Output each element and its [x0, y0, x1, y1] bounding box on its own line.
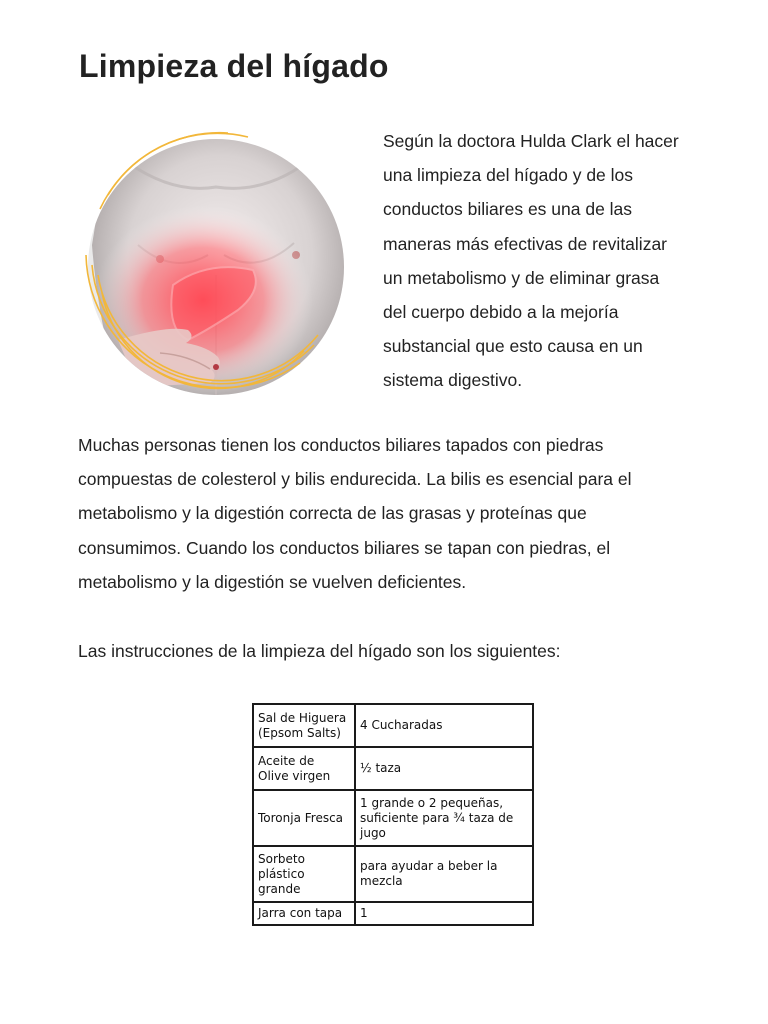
amount-cell	[355, 747, 533, 790]
ingredient-line: Jarra con tapa	[258, 906, 343, 920]
table-row	[253, 790, 533, 846]
intro-line: maneras más efectivas de revitalizar	[383, 233, 667, 254]
instructions-heading: Las instrucciones de la limpieza del hígado son los siguientes:	[78, 641, 561, 661]
amount-cell	[355, 790, 533, 846]
ingredients-table	[252, 703, 534, 926]
amount-cell	[355, 902, 533, 925]
paragraph-line: metabolismo y la digestión se vuelven deficientes.	[78, 571, 467, 592]
paragraph-line: consumimos. Cuando los conductos biliares se tapan con piedras, el	[78, 537, 611, 558]
intro-line: un metabolismo y de eliminar grasa	[383, 267, 660, 288]
ingredient-line: Aceite de	[258, 753, 315, 768]
intro-line: substancial que esto causa en un	[383, 336, 643, 357]
paragraph-line: Muchas personas tienen los conductos biliares tapados con piedras	[78, 435, 604, 455]
ingredient-line: Olive virgen	[258, 768, 331, 783]
ingredient-cell	[253, 846, 355, 902]
ingredient-cell	[253, 704, 355, 747]
amount-line: 4 Cucharadas	[360, 718, 443, 732]
intro-line: sistema digestivo.	[383, 370, 523, 391]
intro-line: conductos biliares es una de las	[383, 199, 633, 220]
body-paragraph	[78, 428, 708, 599]
ingredient-cell	[253, 747, 355, 790]
amount-line: 1	[360, 906, 368, 920]
amount-line: suficiente para ¾ taza de	[360, 810, 514, 825]
amount-line: jugo	[360, 825, 386, 840]
ingredient-line: Toronja Fresca	[258, 810, 344, 825]
amount-line: mezcla	[360, 874, 403, 888]
amount-line: 1 grande o 2 pequeñas,	[360, 795, 504, 810]
table-row	[253, 704, 533, 747]
intro-line: Según la doctora Hulda Clark el hacer	[383, 131, 679, 151]
page-title: Limpieza del hígado	[79, 48, 389, 84]
amount-cell	[355, 846, 533, 902]
table-row	[253, 747, 533, 790]
amount-cell	[355, 704, 533, 747]
ingredient-line: (Epsom Salts)	[258, 725, 341, 740]
paragraph-line: metabolismo y la digestión correcta de las grasas y proteínas que	[78, 503, 587, 524]
intro-line: una limpieza del hígado y de los	[383, 165, 634, 186]
ingredient-line: Sorbeto	[258, 851, 305, 866]
ingredient-line: plástico	[258, 866, 305, 881]
ingredient-line: Sal de Higuera	[258, 710, 347, 725]
intro-text	[383, 124, 723, 398]
ingredient-cell	[253, 790, 355, 846]
table-row	[253, 846, 533, 902]
ingredient-cell	[253, 902, 355, 925]
ingredient-line: grande	[258, 881, 301, 896]
table-row	[253, 902, 533, 925]
torso-liver-illustration	[78, 125, 362, 409]
intro-line: del cuerpo debido a la mejoría	[383, 302, 619, 323]
amount-line: para ayudar a beber la	[360, 859, 498, 873]
paragraph-line: compuestas de colesterol y bilis endurecida. La bilis es esencial para el	[78, 469, 632, 490]
amount-line: ½ taza	[360, 761, 402, 775]
